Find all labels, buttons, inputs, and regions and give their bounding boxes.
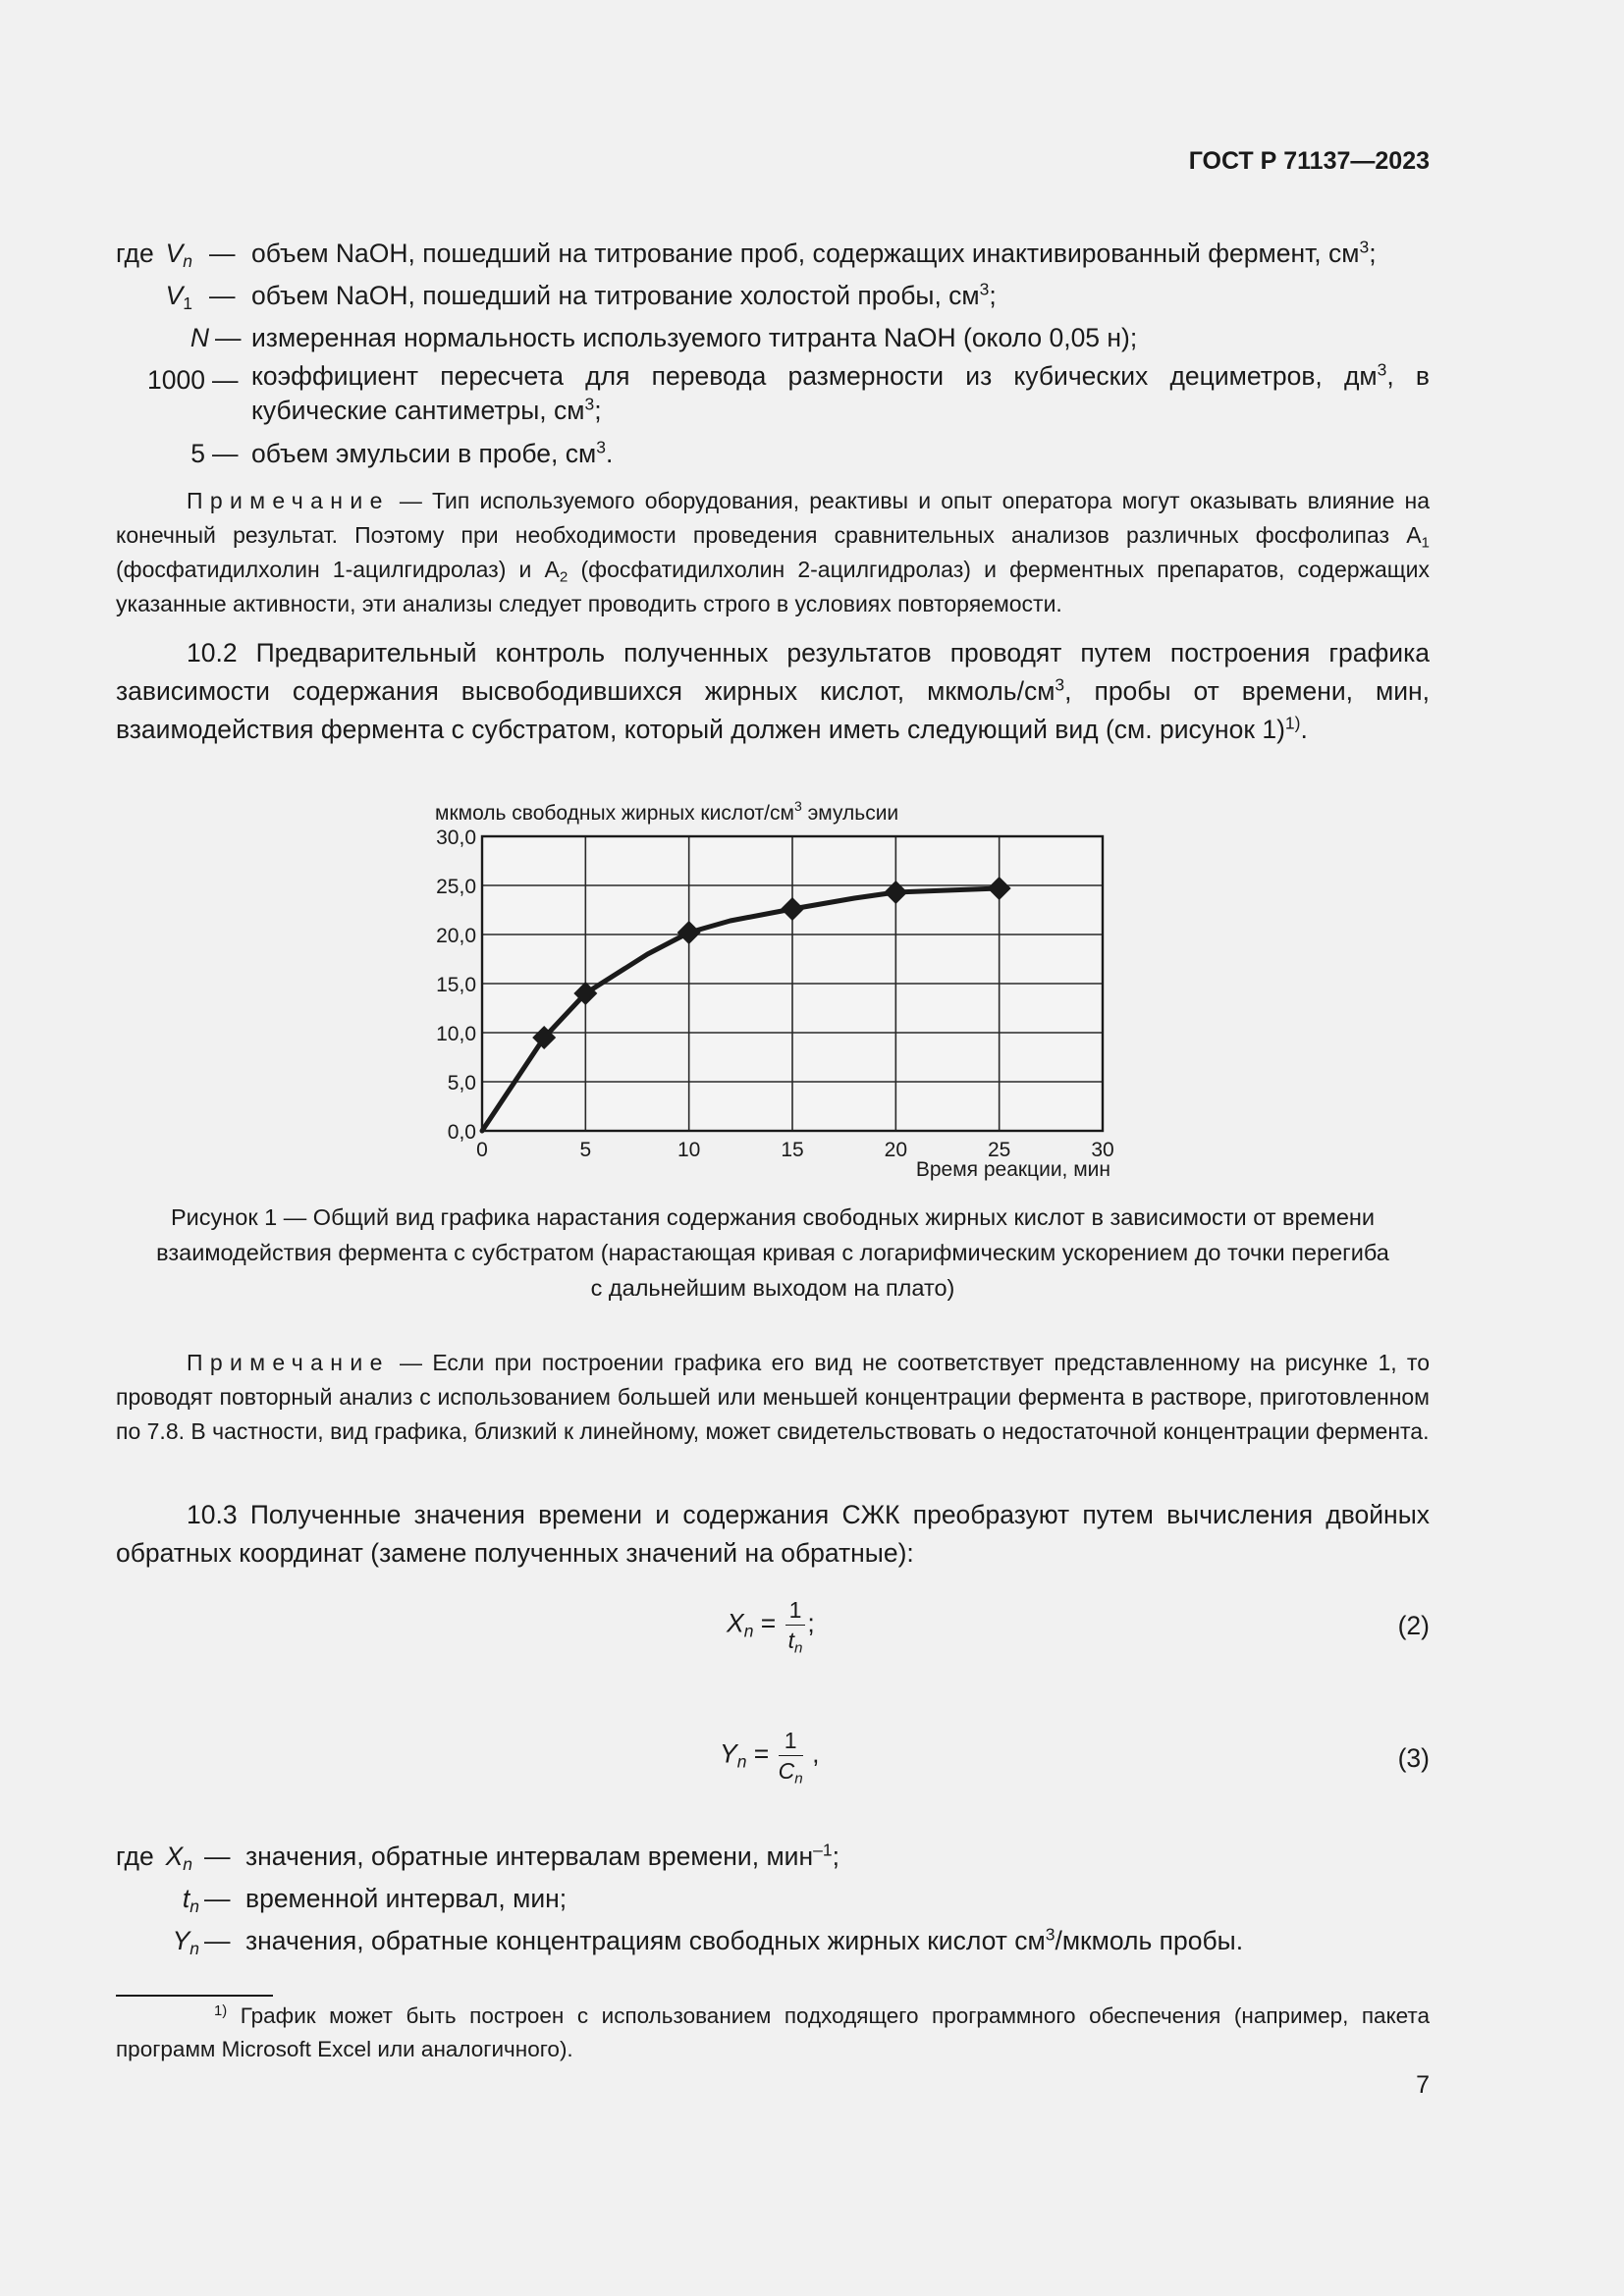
y-tick-label: 5,0 (447, 1072, 476, 1095)
formula-3-number: (3) (1397, 1743, 1430, 1773)
footnote: $^{1)}$ График может быть построен с использованием подходящего программного обеспечения (например, пакета программ Microsoft Excel или аналогичного). (116, 2002, 1430, 2061)
definition-5: объем эмульсии в пробе, $см^3$. (251, 437, 614, 468)
x-tick-label: 5 (579, 1139, 592, 1161)
symbol-tn: $t_n$ (182, 1884, 199, 1917)
x-tick-label: 0 (476, 1139, 488, 1161)
note-1: Примечание — Тип используемого оборудования, реактивы и опыт оператора могут оказывать влияние на конечный результат. Поэтому при необходимости проведения сравнительных анализов различных фосфолипаз $А_1$ (фосфатидилхолин 1-ацилгидролаз) и $А_2$ (фосфатидилхолин 2-ацилгидролаз) и ферментных препаратов, содержащих указанные активности, эти анализы следует проводить строго в условиях повторяемости. (116, 488, 1431, 616)
x-tick-label: 20 (884, 1139, 908, 1161)
symbol-n: N (189, 323, 209, 352)
formula-2-number: (2) (1397, 1611, 1430, 1640)
x-tick-label: 15 (781, 1139, 804, 1161)
y-tick-label: 0,0 (447, 1121, 476, 1144)
y-tick-label: 25,0 (436, 876, 476, 898)
symbol-v1: $V_1$ (165, 281, 192, 314)
x-tick-label: 30 (1091, 1139, 1114, 1161)
paragraph-10-2: 10.2 Предварительный контроль полученных результатов проводят путем построения графика зависимости содержания высвободившихся жирных кислот, мкмоль/$см^3$, пробы от времени, мин, взаимодействия фермента с субстратом, который должен иметь следующий вид (см. рисунок 1)$^{1)}$. (116, 638, 1430, 744)
page-number: 7 (1416, 2071, 1430, 2099)
variable-definitions-1: где $V_n$ — объем NaOH, пошедший на титрование проб, содержащих инактивированный фермент, $см^3$; $V_1$ — объем NaOH, пошедший на титрование холостой пробы, $см^3$; N — измеренная нормальность используемого титранта NaOH (около 0,05 н); 1000 — коэффициент пересчета для перевода размерности из кубических дециметров, $дм^3$, в кубические сантиметры, $см^3$; 5 — объем эмульсии в пробе, $см^3$. (0, 233, 1624, 468)
y-tick-label: 20,0 (436, 925, 476, 947)
symbol-xn: $X_n$ (165, 1842, 192, 1875)
symbol-yn: $Y_n$ (172, 1926, 199, 1959)
y-axis-label: мкмоль свободных жирных кислот/$см^3$ эмульсии (435, 798, 899, 825)
definition-v1: объем NaOH, пошедший на титрование холостой пробы, $см^3$; (251, 279, 997, 310)
x-tick-label: 10 (677, 1139, 701, 1161)
definition-1000: коэффициент пересчета для перевода размерности из кубических дециметров, $дм^3$, в кубические сантиметры, $см^3$; (251, 359, 1430, 425)
x-axis-label: Время реакции, мин (915, 1158, 1110, 1181)
definition-yn: значения, обратные концентрациям свободных жирных кислот $см^3$/мкмоль пробы. (245, 1924, 1244, 1955)
figure-1-caption: Рисунок 1 — Общий вид графика нарастания содержания свободных жирных кислот в зависимости от времени взаимодействия фермента с субстратом (нарастающая кривая с логарифмическим ускорением до точки перегиба с дальнейшим выходом на плато) (156, 1204, 1389, 1301)
y-tick-label: 15,0 (436, 974, 476, 996)
definition-tn: временной интервал, мин; (245, 1884, 568, 1913)
y-tick-label: 10,0 (436, 1023, 476, 1045)
formula-3: $Y_n$ = $\frac{1}{C_n}$ , (720, 1728, 820, 1788)
symbol-5: 5 (190, 439, 205, 468)
definition-vn: объем NaOH, пошедший на титрование проб, содержащих инактивированный фермент, $см^3$; (251, 237, 1377, 268)
y-tick-label: 30,0 (436, 827, 476, 849)
symbol-vn: $V_n$ (165, 239, 192, 272)
document-id-header: ГОСТ Р 71137—2023 (1188, 147, 1430, 175)
note-2: Примечание — Если при построении графика его вид не соответствует представленному на рисунке 1, то проводят повторный анализ с использованием большей или меньшей концентрации фермента в растворе, приготовленном по 7.8. В частности, вид графика, близкий к линейному, может свидетельствовать о недостаточной концентрации фермента. (116, 1350, 1430, 1444)
symbol-1000: 1000 (147, 365, 205, 395)
formula-2: $X_n$ = $\frac{1}{t_n}$ ; (727, 1597, 815, 1657)
footnote-rule (116, 1995, 273, 1997)
definition-n: измеренная нормальность используемого титранта NaOH (около 0,05 н); (251, 323, 1138, 352)
paragraph-10-3: 10.3 Полученные значения времени и содержания СЖК преобразуют путем вычисления двойных обратных координат (замене полученных значений на обратные): (116, 1500, 1430, 1568)
variable-definitions-2: где $X_n$ — значения, обратные интервалам времени, мин$^{-1}$; $t_n$ — временной интервал, мин; $Y_n$ — значения, обратные концентрациям свободных жирных кислот $см^3$/мкмоль пробы. (0, 1836, 1624, 1963)
definition-xn: значения, обратные интервалам времени, мин$^{-1}$; (245, 1840, 839, 1871)
where-intro: где (116, 239, 154, 268)
x-tick-label: 25 (987, 1139, 1011, 1161)
